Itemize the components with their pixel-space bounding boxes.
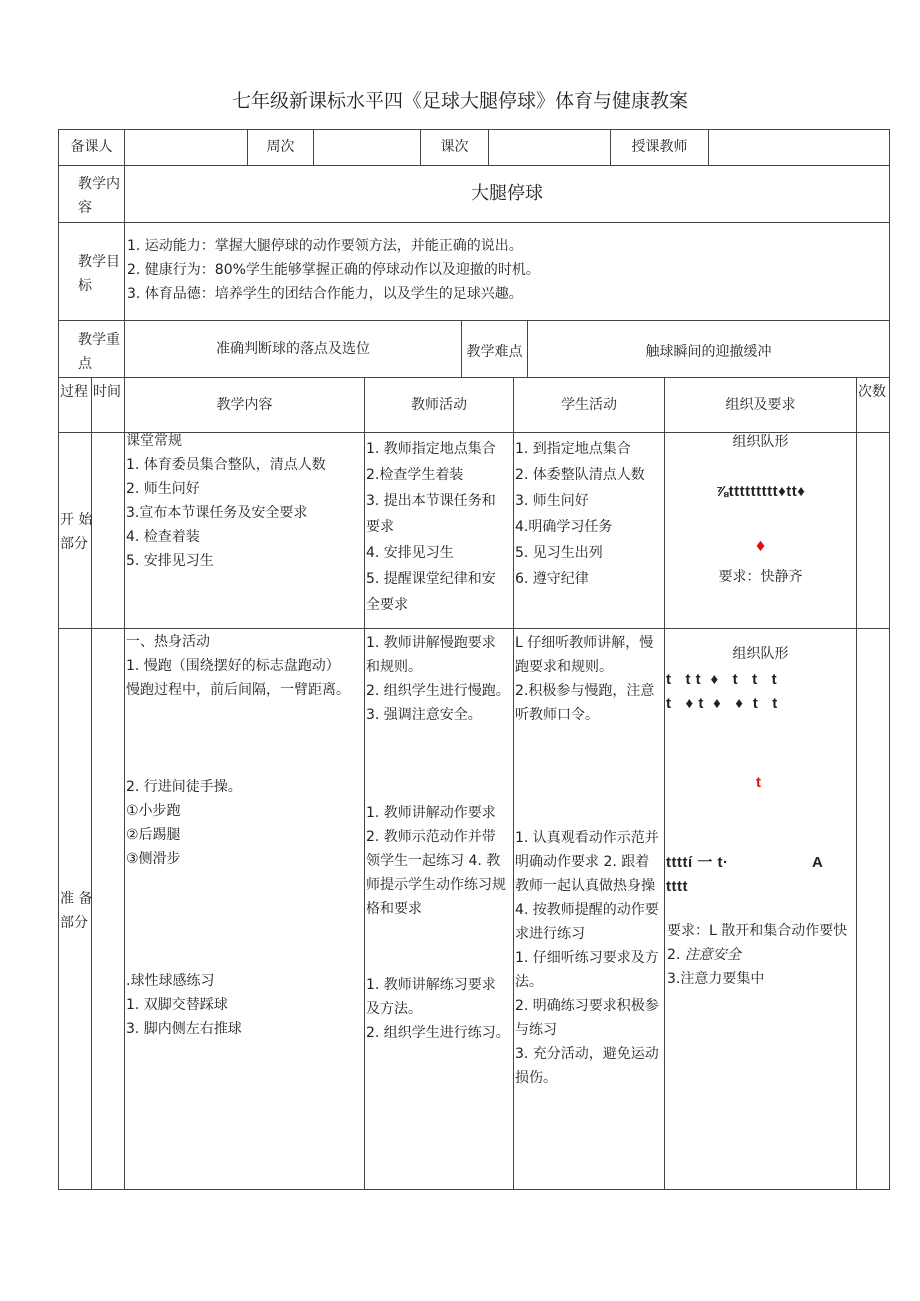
prep-teacher-b (366, 801, 506, 921)
col-student: 学生活动 (561, 397, 617, 413)
col-teacher: 教师活动 (411, 397, 467, 413)
key-point-label-line: 教学重 (78, 332, 120, 348)
list-item: 1. 教师讲解练习要求 (366, 977, 496, 993)
list-item: 领学生一起练习 4. 教 (366, 853, 501, 869)
start-formation: ⅞ttttttttt♦tt♦ (715, 483, 806, 500)
prep-formation-row: t ♦ t ♦ ♦ t t (666, 695, 778, 712)
col-time: 时间 (93, 384, 121, 400)
week-label: 周次 (266, 139, 295, 155)
prep-teacher-c (366, 973, 510, 1045)
start-section-label (60, 508, 92, 556)
list-item: 听教师口令。 (515, 707, 599, 723)
list-item: 2. 组织学生进行慢跑。 (366, 683, 510, 699)
list-item: 3. 充分活动，避免运动 (515, 1046, 659, 1062)
list-item: 2. 教师示范动作并带 (366, 829, 496, 845)
list-item: 3. 强调注意安全。 (366, 707, 482, 723)
list-item: 教师一起认真做热身操 (515, 878, 655, 894)
prep-label-line: 准 备 (60, 891, 93, 907)
list-item: 4.明确学习任务 (515, 519, 613, 535)
list-item: 4. 检查着装 (126, 529, 200, 545)
key-point-label-line: 点 (78, 356, 92, 372)
col-process: 过程 (60, 384, 88, 400)
list-item: ②后踢腿 (126, 827, 181, 843)
list-item: 和规则。 (366, 659, 422, 675)
list-item: 1. 教师讲解慢跑要求 (366, 635, 496, 651)
list-item: 1. 到指定地点集合 (515, 441, 631, 457)
list-item: 全要求 (366, 597, 408, 613)
requirement-number: 2. (667, 947, 685, 963)
list-item: 6. 遵守纪律 (515, 571, 589, 587)
list-item: 一、热身活动 (126, 634, 210, 650)
list-item: 法。 (515, 974, 543, 990)
prep-student-a (515, 631, 654, 727)
list-item: 2.积极参与慢跑，注意 (515, 683, 655, 699)
list-item: 跑要求和规则。 (515, 659, 613, 675)
requirement-text: 注意安全 (684, 947, 741, 963)
objectives-label-line: 标 (78, 278, 92, 294)
start-content (126, 429, 326, 573)
list-item: 损伤。 (515, 1070, 557, 1086)
list-item: 课堂常规 (126, 433, 182, 449)
objective-item: 1. 运动能力：掌握大腿停球的动作要领方法，并能正确的说出。 (127, 238, 523, 254)
list-item: 4. 按教师提醒的动作要 (515, 902, 659, 918)
list-item: 5. 提醒课堂纪律和安 (366, 571, 496, 587)
difficulty-value: 触球瞬间的迎撤缓冲 (645, 344, 772, 360)
col-count: 次数 (858, 384, 886, 400)
prep-content-warmup (126, 630, 350, 702)
requirement-item (667, 943, 847, 967)
list-item: 5. 安排见习生 (126, 553, 214, 569)
list-item: 1. 慢跑（围绕摆好的标志盘跑动） (126, 658, 340, 674)
list-item: L 仔细听教师讲解，慢 (515, 635, 654, 651)
content-label-line: 容 (78, 200, 92, 216)
start-label-line: 部分 (60, 536, 88, 552)
prep-org-title: 组织队形 (732, 646, 789, 662)
prep-formation-marker: A (812, 854, 824, 871)
start-student-activity (515, 436, 645, 592)
content-value: 大腿停球 (471, 183, 543, 204)
list-item: 2.检查学生着装 (366, 467, 464, 483)
prep-label-line: 部分 (60, 915, 88, 931)
content-label (78, 172, 120, 220)
objective-item: 3. 体育品德：培养学生的团结合作能力，以及学生的足球兴趣。 (127, 286, 523, 302)
prep-student-b (515, 826, 659, 1090)
key-point-value: 准确判断球的落点及选位 (216, 341, 370, 357)
preparer-label: 备课人 (70, 139, 113, 155)
list-item: 1. 双脚交替踩球 (126, 997, 228, 1013)
prep-section-label (60, 887, 92, 935)
lesson-label: 课次 (440, 139, 469, 155)
list-item: 2. 体委整队清点人数 (515, 467, 645, 483)
prep-org-requirements (667, 919, 847, 991)
col-content: 教学内容 (216, 397, 273, 413)
col-organization: 组织及要求 (725, 397, 796, 413)
list-item: 2. 师生问好 (126, 481, 200, 497)
list-item: 1. 仔细听练习要求及方 (515, 950, 659, 966)
list-item: 慢跑过程中，前后间隔，一臂距离。 (126, 682, 350, 698)
list-item: 4. 安排见习生 (366, 545, 454, 561)
list-item: .球性球感练习 (126, 973, 215, 989)
requirement-item: 要求：L 散开和集合动作要快 (667, 923, 848, 939)
list-item: ③侧滑步 (126, 851, 181, 867)
difficulty-label: 教学难点 (466, 344, 523, 360)
list-item: 3. 提出本节课任务和 (366, 493, 496, 509)
key-point-label (78, 328, 120, 376)
list-item: 与练习 (515, 1022, 557, 1038)
list-item: 1. 教师讲解动作要求 (366, 805, 496, 821)
objectives-label (78, 250, 120, 298)
prep-teacher-marker: t (756, 774, 762, 791)
list-item: 师提示学生动作练习规 (366, 877, 506, 893)
list-item: 1. 教师指定地点集合 (366, 441, 496, 457)
prep-formation-row: tttt (666, 878, 688, 895)
prep-formation-row: ttttí 一 t· (666, 854, 729, 871)
list-item: 5. 见习生出列 (515, 545, 603, 561)
list-item: 要求 (366, 519, 394, 535)
page-title: 七年级新课标水平四《足球大腿停球》体育与健康教案 (231, 90, 688, 112)
start-org-requirement: 要求：快静齐 (718, 569, 803, 585)
teacher-label: 授课教师 (631, 139, 688, 155)
prep-formation-row: t t t ♦ t t t (666, 671, 778, 688)
prep-teacher-a (366, 631, 510, 727)
start-label-line: 开 始 (60, 512, 93, 528)
objective-item: 2. 健康行为：80%学生能够掌握正确的停球动作以及迎撤的时机。 (127, 262, 540, 278)
prep-content-exercise (126, 775, 242, 871)
list-item: ①小步跑 (126, 803, 181, 819)
list-item: 3.宣布本节课任务及安全要求 (126, 505, 308, 521)
list-item: 2. 行进间徒手操。 (126, 779, 242, 795)
objectives-list (127, 234, 540, 306)
list-item: 3. 脚内侧左右推球 (126, 1021, 242, 1037)
objectives-label-line: 教学目 (78, 254, 120, 270)
list-item: 1. 体育委员集合整队，清点人数 (126, 457, 326, 473)
list-item: 及方法。 (366, 1001, 422, 1017)
content-label-line: 教学内 (78, 176, 120, 192)
start-teacher-activity (366, 436, 496, 618)
list-item: 求进行练习 (515, 926, 585, 942)
list-item: 1. 认真观看动作示范并 (515, 830, 659, 846)
start-org-title: 组织队形 (732, 434, 789, 450)
list-item: 格和要求 (366, 901, 422, 917)
list-item: 2. 明确练习要求积极参 (515, 998, 659, 1014)
start-formation-marker: ♦ (754, 539, 767, 555)
requirement-item: 3.注意力要集中 (667, 971, 765, 987)
list-item: 2. 组织学生进行练习。 (366, 1025, 510, 1041)
list-item: 3. 师生问好 (515, 493, 589, 509)
prep-content-ball (126, 969, 242, 1041)
list-item: 明确动作要求 2. 跟着 (515, 854, 650, 870)
